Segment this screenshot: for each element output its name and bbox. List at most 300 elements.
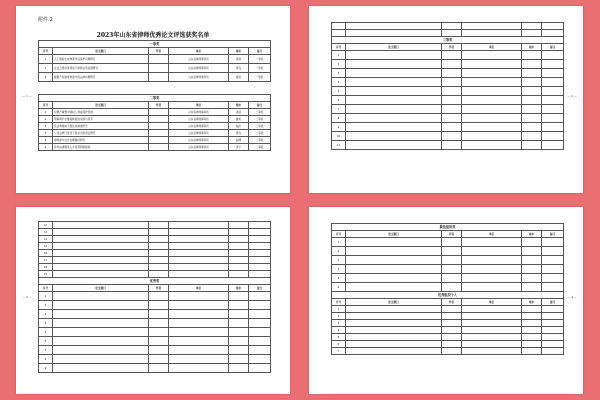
table-cell-city [522, 60, 542, 69]
table-row [39, 236, 271, 243]
table-cell-unit: 山东省律师事务所 [169, 109, 229, 116]
table-cell-note [542, 238, 564, 247]
column-header: 单位 [169, 48, 229, 55]
page-number: — 1 — [22, 94, 32, 98]
table-cell-note [249, 355, 271, 364]
table-cell-title [53, 319, 149, 328]
column-header: 作者 [442, 299, 462, 306]
table-cell-city [229, 271, 249, 278]
table-cell-n: 2 [39, 301, 53, 310]
table-cell-n: 1 [332, 238, 346, 247]
column-header: 单位 [462, 231, 522, 238]
table-cell-author [442, 132, 462, 141]
table-cell-author [149, 337, 169, 346]
table-cell-n: 8 [332, 114, 346, 123]
table-cell-city [522, 96, 542, 105]
document-page-4 [309, 207, 583, 394]
table-cell-note [249, 319, 271, 328]
table-cell-n: 1 [39, 292, 53, 301]
table-cell-author [149, 257, 169, 264]
table-row [39, 319, 271, 328]
table-cell-note: 二等奖 [249, 137, 271, 144]
table-cell-title: 人工智能生成物著作权保护问题研究 [53, 55, 149, 64]
table-cell-n: 5 [39, 328, 53, 337]
table-cell-unit [169, 355, 229, 364]
award-table-3 [331, 22, 564, 150]
table-cell-n: 6 [332, 96, 346, 105]
table-cell-city [522, 256, 542, 265]
table-cell-city: 淄博 [229, 137, 249, 144]
table-cell-unit [462, 247, 522, 256]
table-cell-city [522, 313, 542, 320]
table-row [332, 334, 564, 341]
column-header: 备注 [542, 299, 564, 306]
table-cell-note [249, 243, 271, 250]
document-page-2 [309, 6, 583, 193]
table-cell-author [149, 123, 169, 130]
table-cell-author [149, 64, 169, 73]
table-cell-title [346, 60, 442, 69]
table-cell-city [522, 132, 542, 141]
table-cell-n [332, 30, 346, 37]
table-cell-n: 6 [332, 341, 346, 348]
table-cell-n: 13 [39, 229, 53, 236]
table-cell-note [249, 337, 271, 346]
table-cell-n: 7 [39, 346, 53, 355]
table-cell-note [542, 348, 564, 355]
table-cell-note [542, 313, 564, 320]
table-cell-city [522, 69, 542, 78]
table-cell-author [442, 60, 462, 69]
column-header: 序号 [39, 102, 53, 109]
table-cell-title [53, 328, 149, 337]
table-cell-author [442, 265, 462, 274]
table-cell-city [522, 327, 542, 334]
column-header: 序号 [39, 48, 53, 55]
table-cell-title [346, 247, 442, 256]
table-cell-author [442, 141, 462, 150]
column-header: 论文题目 [346, 299, 442, 306]
table-cell-unit: 山东省律师事务所 [169, 73, 229, 82]
table-cell-city [229, 229, 249, 236]
table-row [332, 238, 564, 247]
table-cell-note [542, 341, 564, 348]
table-cell-unit [462, 60, 522, 69]
table-cell-unit [462, 114, 522, 123]
table-cell-n: 4 [332, 265, 346, 274]
table-cell-note [249, 292, 271, 301]
table-row [39, 310, 271, 319]
table-row [39, 137, 271, 144]
table-cell-note [249, 364, 271, 373]
table-row [332, 30, 564, 37]
table-cell-unit [462, 320, 522, 327]
table-cell-author [442, 306, 462, 313]
table-cell-city: 潍坊 [229, 116, 249, 123]
table-row [39, 271, 271, 278]
table-row [332, 87, 564, 96]
table-cell-author [442, 69, 462, 78]
table-cell-author [442, 327, 462, 334]
table-cell-city [522, 123, 542, 132]
table-cell-unit [462, 238, 522, 247]
table-cell-title [53, 229, 149, 236]
column-header: 地市 [229, 285, 249, 292]
section-row [39, 278, 271, 285]
table-cell-n: 1 [332, 306, 346, 313]
table-cell-author [149, 116, 169, 123]
document-page-1 [16, 6, 290, 193]
table-row [332, 60, 564, 69]
table-row [332, 96, 564, 105]
table-cell-author [442, 247, 462, 256]
table-cell-note [249, 229, 271, 236]
table-cell-n: 1 [39, 109, 53, 116]
table-cell-note: 二等奖 [249, 123, 271, 130]
table-cell-n: 3 [332, 320, 346, 327]
table-cell-title [53, 310, 149, 319]
table-cell-unit [462, 23, 522, 30]
table-cell-note [249, 236, 271, 243]
column-header: 论文题目 [53, 48, 149, 55]
table-cell-title: 涉外法律服务人才培养机制探析 [53, 144, 149, 151]
table-cell-city [522, 87, 542, 96]
table-row [39, 243, 271, 250]
column-header: 备注 [249, 48, 271, 55]
table-cell-city [522, 274, 542, 283]
table-cell-n: 3 [39, 123, 53, 130]
table-row [332, 313, 564, 320]
table-cell-title [53, 243, 149, 250]
table-row [332, 123, 564, 132]
document-title: 2023年山东省律师优秀论文评选获奖名单 [96, 32, 210, 39]
table-cell-city: 济南 [229, 55, 249, 64]
table-cell-city [229, 250, 249, 257]
table-row [332, 256, 564, 265]
table-cell-author [442, 313, 462, 320]
section-heading: 优秀奖 [39, 278, 271, 285]
table-cell-note [542, 23, 564, 30]
table-cell-author [442, 348, 462, 355]
table-row [332, 348, 564, 355]
table-cell-unit [462, 69, 522, 78]
table-cell-n: 9 [39, 364, 53, 373]
table-cell-n: 2 [39, 64, 53, 73]
column-header: 单位 [169, 102, 229, 109]
page-number: — 4 — [567, 295, 577, 299]
table-cell-n: 15 [39, 243, 53, 250]
table-cell-note [249, 264, 271, 271]
table-cell-unit: 山东省律师事务所 [169, 123, 229, 130]
column-header: 作者 [442, 44, 462, 51]
table-cell-city [229, 346, 249, 355]
table-cell-unit [169, 364, 229, 373]
page-number: — 3 — [22, 295, 32, 299]
table-cell-author [442, 238, 462, 247]
column-header: 备注 [249, 102, 271, 109]
table-cell-city [229, 222, 249, 229]
table-cell-title [346, 341, 442, 348]
table-cell-note [249, 250, 271, 257]
table-cell-n: 1 [332, 51, 346, 60]
table-cell-n: 4 [332, 327, 346, 334]
table-cell-author [149, 346, 169, 355]
table-cell-n: 5 [39, 137, 53, 144]
table-cell-city [229, 319, 249, 328]
table-cell-author [149, 236, 169, 243]
table-cell-author [442, 23, 462, 30]
table-cell-title [53, 271, 149, 278]
column-header: 单位 [462, 299, 522, 306]
table-cell-n: 5 [332, 274, 346, 283]
table-row [39, 337, 271, 346]
column-header: 备注 [542, 231, 564, 238]
table-row [39, 116, 271, 123]
table-cell-n: 17 [39, 257, 53, 264]
table-cell-author [442, 105, 462, 114]
table-cell-note [542, 30, 564, 37]
table-cell-note [542, 320, 564, 327]
column-header: 地市 [229, 102, 249, 109]
table-row [332, 306, 564, 313]
table-cell-unit [462, 78, 522, 87]
table-cell-unit [169, 301, 229, 310]
column-header: 序号 [332, 44, 346, 51]
table-cell-author [149, 355, 169, 364]
section-heading: 一等奖 [39, 41, 271, 48]
table-cell-unit: 山东省律师事务所 [169, 116, 229, 123]
table-cell-n: 7 [332, 348, 346, 355]
table-cell-unit [169, 236, 229, 243]
table-cell-title [53, 292, 149, 301]
table-cell-n: 10 [332, 132, 346, 141]
table-cell-author [149, 144, 169, 151]
table-cell-n: 4 [332, 78, 346, 87]
table-cell-note [542, 141, 564, 150]
section-row [332, 37, 564, 44]
table-cell-note [249, 328, 271, 337]
table-cell-city [229, 337, 249, 346]
table-header-row [332, 299, 564, 306]
table-cell-author [149, 55, 169, 64]
table-row [332, 23, 564, 30]
table-cell-author [149, 222, 169, 229]
table-cell-note: 一等奖 [249, 73, 271, 82]
table-cell-unit [462, 306, 522, 313]
table-cell-city [522, 23, 542, 30]
table-cell-note [542, 51, 564, 60]
table-cell-city [229, 236, 249, 243]
table-cell-author [442, 96, 462, 105]
table-row [332, 141, 564, 150]
section-row [39, 41, 271, 48]
section-heading: 二等奖 [39, 95, 271, 102]
table-row [332, 114, 564, 123]
table-row [39, 328, 271, 337]
table-row [39, 250, 271, 257]
table-cell-title [346, 96, 442, 105]
table-cell-unit [462, 87, 522, 96]
table-cell-note [542, 96, 564, 105]
table-cell-note: 二等奖 [249, 144, 271, 151]
table-row [39, 301, 271, 310]
column-header: 论文题目 [346, 44, 442, 51]
table-cell-city [522, 78, 542, 87]
table-cell-title [53, 364, 149, 373]
table-cell-note [249, 257, 271, 264]
table-cell-author [149, 243, 169, 250]
table-cell-unit [169, 328, 229, 337]
table-cell-n: 9 [332, 123, 346, 132]
table-cell-unit [462, 141, 522, 150]
column-header: 序号 [332, 299, 346, 306]
table-cell-city [522, 306, 542, 313]
column-header: 地市 [522, 231, 542, 238]
table-cell-unit [462, 334, 522, 341]
table-row [332, 132, 564, 141]
table-cell-n: 18 [39, 264, 53, 271]
table-row [332, 51, 564, 60]
table-cell-title: 民法典视域下居住权制度研究 [53, 123, 149, 130]
table-cell-n: 19 [39, 271, 53, 278]
table-row [332, 327, 564, 334]
table-cell-unit [462, 327, 522, 334]
table-cell-n: 2 [332, 60, 346, 69]
table-row [332, 105, 564, 114]
table-cell-author [149, 292, 169, 301]
table-cell-n: 4 [39, 319, 53, 328]
table-cell-city: 济南 [229, 109, 249, 116]
table-cell-n: 12 [39, 222, 53, 229]
table-cell-n: 3 [332, 69, 346, 78]
table-cell-author [149, 264, 169, 271]
table-cell-city [229, 310, 249, 319]
column-header: 作者 [149, 285, 169, 292]
table-row [332, 274, 564, 283]
table-cell-note [249, 271, 271, 278]
table-cell-title [346, 30, 442, 37]
table-cell-n: 2 [332, 313, 346, 320]
table-cell-n: 2 [39, 116, 53, 123]
table-cell-city [522, 334, 542, 341]
table-cell-title [53, 346, 149, 355]
table-cell-city [229, 328, 249, 337]
table-cell-title [53, 236, 149, 243]
table-cell-title: 公司法修订背景下股东出资责任研究 [53, 130, 149, 137]
table-row [332, 341, 564, 348]
table-cell-unit [462, 348, 522, 355]
table-cell-author [442, 87, 462, 96]
table-cell-note [542, 256, 564, 265]
table-cell-author [442, 334, 462, 341]
table-cell-title [53, 355, 149, 364]
table-cell-n: 3 [39, 73, 53, 82]
table-cell-note: 一等奖 [249, 55, 271, 64]
table-cell-city [522, 320, 542, 327]
section-row [332, 292, 564, 299]
table-cell-author [442, 51, 462, 60]
table-header-row [39, 285, 271, 292]
section-heading: 三等奖 [332, 37, 564, 44]
table-cell-unit: 山东省律师事务所 [169, 55, 229, 64]
table-cell-unit [169, 257, 229, 264]
table-cell-title [346, 105, 442, 114]
table-cell-n: 1 [39, 55, 53, 64]
table-cell-unit: 山东省律师事务所 [169, 130, 229, 137]
column-header: 单位 [462, 44, 522, 51]
table-row [39, 257, 271, 264]
table-cell-n: 14 [39, 236, 53, 243]
column-header: 作者 [149, 102, 169, 109]
table-cell-n: 3 [39, 310, 53, 319]
table-cell-author [149, 364, 169, 373]
section-heading: 最佳组织奖 [332, 224, 564, 231]
table-cell-title [53, 257, 149, 264]
section-row [332, 224, 564, 231]
table-cell-n: 11 [332, 141, 346, 150]
table-cell-city [229, 243, 249, 250]
award-table-4 [38, 221, 271, 373]
column-header: 序号 [39, 285, 53, 292]
table-cell-title: 刑事辩护全覆盖制度的实践与思考 [53, 116, 149, 123]
award-table-5 [331, 223, 564, 355]
table-cell-unit [169, 250, 229, 257]
table-row [39, 364, 271, 373]
table-cell-unit [169, 337, 229, 346]
column-header: 论文题目 [346, 231, 442, 238]
section-row [39, 95, 271, 102]
table-row [39, 73, 271, 82]
table-cell-title [53, 337, 149, 346]
table-cell-title [346, 51, 442, 60]
table-cell-title [346, 265, 442, 274]
table-cell-unit [169, 271, 229, 278]
column-header: 论文题目 [53, 285, 149, 292]
table-cell-n: 3 [332, 256, 346, 265]
table-cell-note: 一等奖 [249, 64, 271, 73]
table-row [39, 144, 271, 151]
table-cell-city [522, 265, 542, 274]
table-cell-title [346, 334, 442, 341]
table-cell-author [442, 341, 462, 348]
table-cell-unit [169, 346, 229, 355]
table-row [39, 109, 271, 116]
column-header: 备注 [542, 44, 564, 51]
table-cell-n: 7 [332, 105, 346, 114]
table-cell-unit [462, 341, 522, 348]
table-cell-author [149, 229, 169, 236]
column-header: 备注 [249, 285, 271, 292]
column-header: 作者 [149, 48, 169, 55]
table-row [39, 130, 271, 137]
table-cell-unit [169, 264, 229, 271]
table-cell-title [346, 141, 442, 150]
table-cell-note [542, 123, 564, 132]
table-cell-city [522, 30, 542, 37]
table-cell-city [229, 257, 249, 264]
table-cell-unit [169, 292, 229, 301]
table-cell-city: 青岛 [229, 64, 249, 73]
award-table-1 [38, 40, 271, 82]
table-cell-n: 6 [39, 337, 53, 346]
table-row [332, 69, 564, 78]
appendix-label: 附件 2 [38, 17, 53, 23]
table-cell-unit [169, 319, 229, 328]
table-cell-city [229, 364, 249, 373]
award-table-2 [38, 94, 271, 151]
table-cell-title [346, 306, 442, 313]
table-cell-author [149, 109, 169, 116]
